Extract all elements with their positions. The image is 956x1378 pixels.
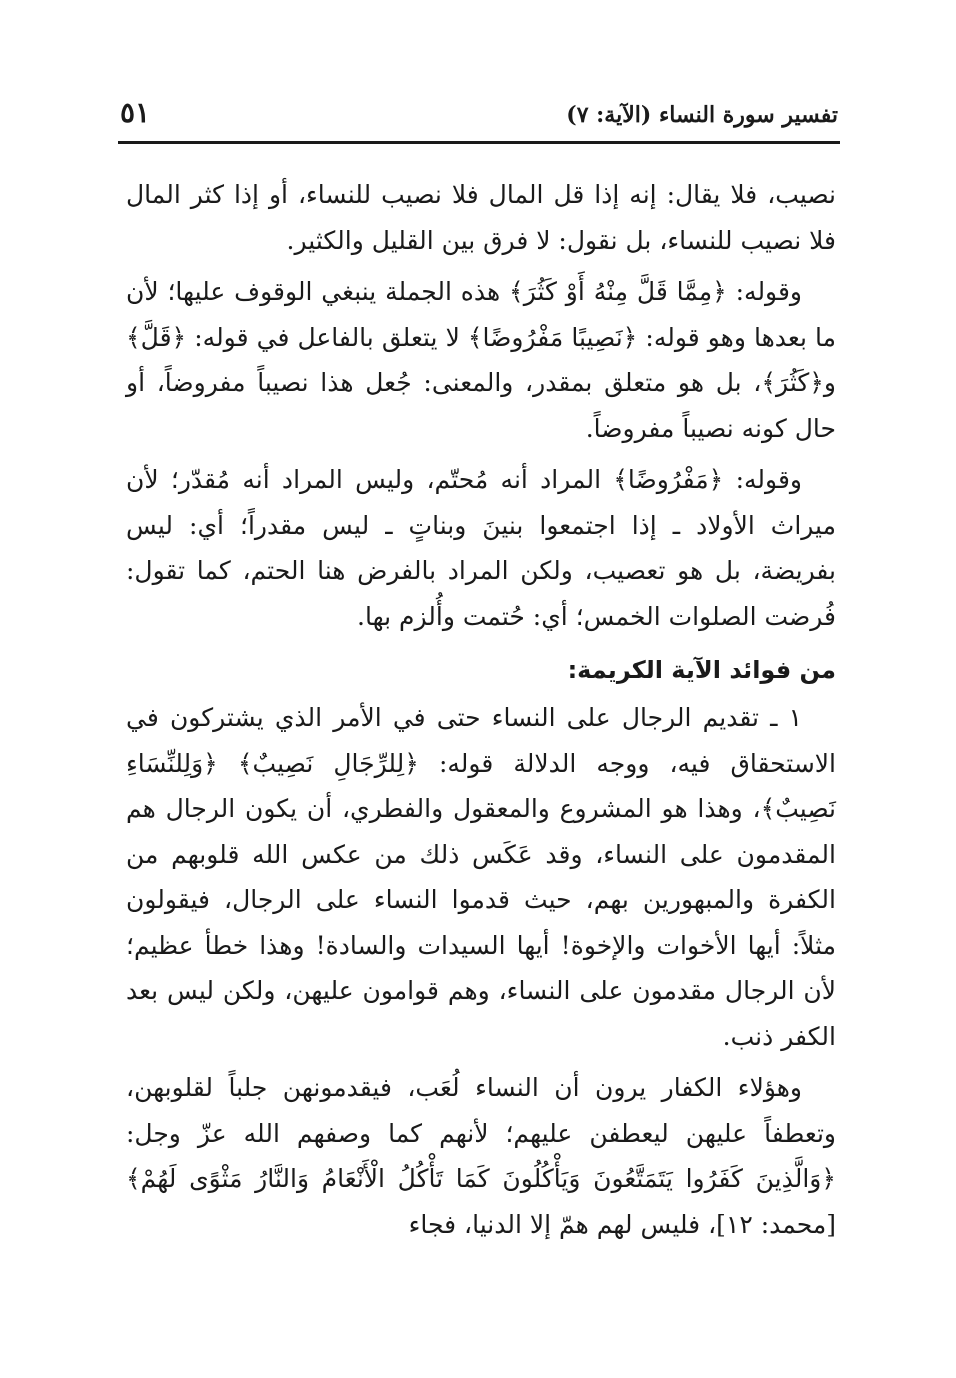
section-heading: من فوائد الآية الكريمة: — [567, 656, 836, 684]
paragraph-mafrudan: وقوله: ﴿مَفْرُوضًا﴾ المراد أنه مُحتّم، وليس المراد أنه مُقدّر؛ لأن ميراث الأولاد ـ إذا اجتمعوا بنينَ وبناتٍ ـ ليس مقدراً؛ أي: ليس بفريضة، بل هو تعصيب، ولكن المراد بالفرض هنا الحتم، كما تقول: فُرضت الصلوات الخمس؛ أي: حُتمت وأُلزم بها. — [126, 465, 836, 631]
page-header — [118, 96, 838, 140]
benefit-1: ١ ـ تقديم الرجال على النساء حتى في الأمر الذي يشتركون في الاستحقاق فيه، ووجه الدلالة قوله: ﴿لِلرِّجَالِ نَصِيبٌ﴾ ﴿وَلِلنِّسَاءِ نَصِيبٌ﴾، وهذا هو المشروع والمعقول والفطري، أن يكون الرجال هم المقدمون على النساء، وقد عَكَس ذلك من عكس الله قلوبهم من الكفرة والمبهورين بهم، حيث قدموا النساء على الرجال، فيقولون مثلاً: أيها الأخوات والإخوة! أيها السيدات والسادة! وهذا خطأ عظيم؛ لأن الرجال مقدمون على النساء، وهم قوامون عليهن، ولكن ليس بعد الكفر ذنب. — [126, 703, 836, 1051]
page-number: ٥١ — [120, 96, 151, 129]
benefit-1-continued: وهؤلاء الكفار يرون أن النساء لُعَب، فيقدمونهن جلباً لقلوبهن، وتعطفاً عليهن ليعطفن عليهم؛ لأنهم كما وصفهم الله عزّ وجل: ﴿وَالَّذِينَ كَفَرُوا يَتَمَتَّعُونَ وَيَأْكُلُونَ كَمَا تَأْكُلُ الْأَنْعَامُ وَالنَّارُ مَثْوًى لَهُمْ﴾ [محمد: ١٢]، فليس لهم همّ إلا الدنيا، فجاء — [126, 1073, 836, 1239]
paragraph-continuation: نصيب، فلا يقال: إنه إذا قل المال فلا نصيب للنساء، أو إذا كثر المال فلا نصيب للنساء، بل نقول: لا فرق بين القليل والكثير. — [126, 180, 836, 255]
header-divider — [118, 141, 840, 144]
running-title: تفسير سورة النساء (الآية: ٧) — [566, 102, 838, 128]
paragraph-qalla-kathura: وقوله: ﴿مِمَّا قَلَّ مِنْهُ أَوْ كَثُرَ﴾ هذه الجملة ينبغي الوقوف عليها؛ لأن ما بعدها وهو قوله: ﴿نَصِيبًا مَفْرُوضًا﴾ لا يتعلق بالفاعل في قوله: ﴿قَلَّ﴾ و﴿كَثُرَ﴾، بل هو متعلق بمقدر، والمعنى: جُعل هذا نصيباً مفروضاً، أو حال كونه نصيباً مفروضاً. — [126, 277, 836, 443]
page-body — [126, 172, 836, 1247]
